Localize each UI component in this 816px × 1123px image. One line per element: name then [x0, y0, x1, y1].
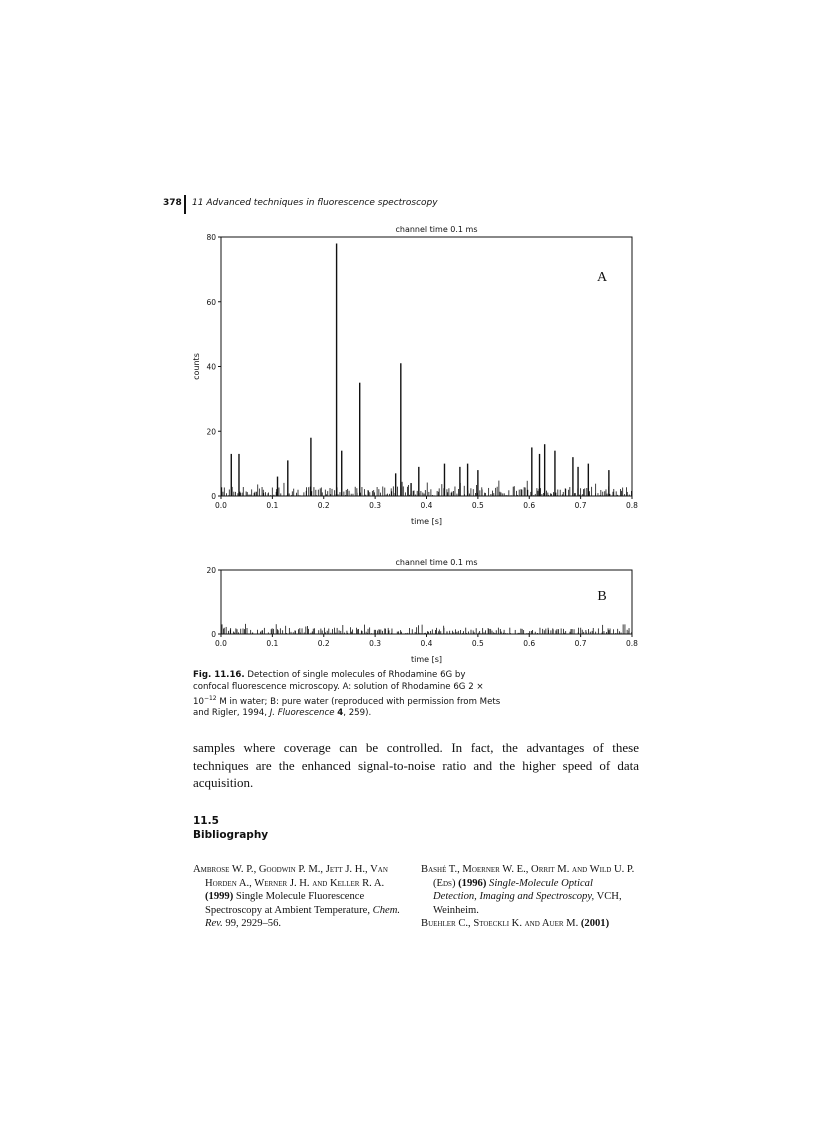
caption-text-2: M in water; B: pure water (reproduced with permission from Mets and Rigler, 1994,	[193, 696, 501, 719]
bibliography-column-left	[193, 863, 411, 931]
x-tick-label: 0.3	[369, 639, 382, 648]
x-tick-label: 0.7	[574, 639, 587, 648]
chart-a-title: channel time 0.1 ms	[395, 225, 478, 234]
chart-panel-b	[206, 558, 638, 664]
page-number: 378	[163, 198, 182, 208]
x-tick-label: 0.4	[420, 639, 433, 648]
bib-title: Single Molecule Fluorescence Spectroscopy at Ambient Temperature,	[205, 891, 370, 916]
bib-year: (2001)	[580, 918, 610, 929]
bib-journal: Chem. Rev.	[205, 904, 401, 929]
bib-year: (1996)	[458, 877, 487, 889]
x-tick-label: 0.2	[317, 501, 330, 510]
x-tick-label: 0.5	[471, 501, 484, 510]
bib-authors: Buehler C., Stoeckli K. and Auer M.	[421, 918, 579, 929]
bib-authors: Ambrose W. P., Goodwin P. M., Jett J. H., Van Horden A., Werner J. H. and Keller R. A.	[193, 864, 388, 889]
caption-exponent: −12	[203, 695, 217, 702]
y-tick-label: 20	[206, 566, 216, 575]
section-title: Bibliography	[193, 829, 269, 841]
bib-authors: Bashé T., Moerner W. E., Orrit M. and Wild U. P. (Eds)	[421, 864, 635, 889]
x-tick-label: 0.8	[626, 639, 638, 648]
caption-text: Detection of single molecules of Rhodamine 6G by confocal fluorescence microscopy. A: solution of Rhodamine 6G 2 × 10	[193, 670, 484, 707]
chart-a-y-label: counts	[192, 353, 201, 380]
figure-caption	[193, 670, 503, 720]
bib-rest: VCH, Weinheim.	[433, 891, 622, 916]
body-paragraph: samples where coverage can be controlled. In fact, the advantages of these techniques are the enhanced signal-to-noise ratio and the higher speed of data acquisition.	[193, 740, 639, 790]
x-tick-label: 0.6	[523, 501, 536, 510]
chart-b-x-label: time [s]	[410, 655, 443, 664]
x-tick-label: 0.2	[317, 639, 330, 648]
y-tick-label: 60	[206, 297, 216, 307]
caption-label: Fig. 11.16.	[193, 670, 245, 680]
x-tick-label: 0.5	[471, 639, 484, 648]
caption-pages: , 259).	[343, 708, 372, 719]
chart-panel-a	[192, 225, 638, 526]
x-tick-label: 0.4	[420, 501, 433, 510]
bib-entry	[421, 917, 639, 931]
bib-entry	[193, 863, 411, 931]
x-tick-label: 0.7	[574, 501, 587, 510]
bib-rest: 99, 2929–56.	[225, 918, 282, 929]
chart-a-x-label: time [s]	[410, 517, 443, 526]
x-tick-label: 0.0	[215, 639, 227, 648]
x-tick-label: 0.3	[369, 501, 382, 510]
chapter-title: 11 Advanced techniques in fluorescence spectroscopy	[192, 198, 438, 208]
x-tick-label: 0.6	[523, 639, 536, 648]
caption-journal: J. Fluorescence	[269, 708, 335, 719]
plot-frame	[221, 570, 632, 634]
bib-title: Single-Molecule Optical Detection, Imaging and Spectroscopy,	[433, 877, 595, 902]
x-tick-label: 0.1	[266, 501, 279, 510]
x-tick-label: 0.1	[266, 639, 279, 648]
y-tick-label: 20	[206, 427, 216, 437]
chart-a-panel-letter: A	[596, 270, 608, 285]
bib-entry	[421, 863, 639, 917]
plot-frame	[221, 237, 632, 496]
bibliography-column-right	[421, 863, 639, 931]
x-tick-label: 0.0	[215, 501, 227, 510]
chart-b-panel-letter: B	[597, 589, 607, 604]
chart-b-title: channel time 0.1 ms	[395, 558, 478, 567]
y-tick-label: 0	[211, 630, 216, 639]
y-tick-label: 80	[206, 233, 216, 242]
y-tick-label: 40	[206, 362, 216, 372]
caption-volume: 4	[337, 708, 344, 719]
y-tick-label: 0	[211, 492, 216, 501]
bib-year: (1999)	[205, 891, 234, 902]
section-number: 11.5	[193, 815, 219, 827]
x-tick-label: 0.8	[626, 501, 638, 510]
